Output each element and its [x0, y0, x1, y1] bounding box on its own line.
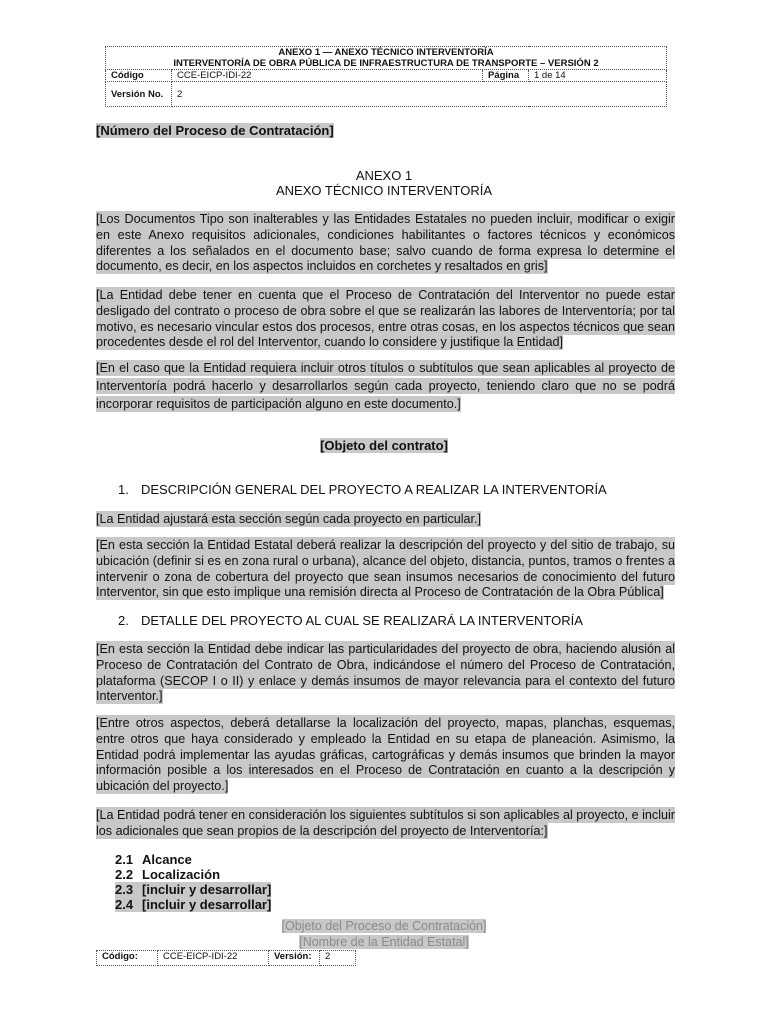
header-title: [106, 47, 667, 70]
paragraph-4-text: [La Entidad ajustará esta sección según cada proyecto en particular.]: [96, 512, 482, 526]
footer-entity-line: [0, 935, 768, 949]
subitem-number: 2.1: [115, 852, 134, 867]
process-number-text: [Número del Proceso de Contratación]: [96, 123, 334, 138]
annex-title: ANEXO 1: [355, 168, 413, 183]
paragraph-6: [96, 642, 675, 705]
subitem-2-2: [115, 867, 220, 882]
footer-code-label: Código:: [97, 951, 158, 966]
footer-table: [96, 950, 356, 966]
subitem-2-3: [115, 882, 271, 897]
header-page-label: Página: [483, 70, 529, 82]
paragraph-7: [96, 716, 675, 795]
paragraph-6-text: [En esta sección la Entidad debe indicar las particularidades del proyecto de obra, haciendo alusión al Proceso de Contratación del Contrato de Obra, indicándose el número del Proceso de Contratación, plataforma (SECOP I o II) y enlace y demás insumos de mayor relevancia para el contexto del futuro Interventor.]: [96, 642, 675, 704]
paragraph-2: [96, 288, 675, 351]
section-heading-1: [118, 482, 607, 497]
subitem-text: Alcance: [142, 852, 192, 867]
paragraph-7-text: [Entre otros aspectos, deberá detallarse la localización del proyecto, mapas, planchas, esquemas, entre otros que haya considerado y empleado la Entidad en su etapa de planeación. Asimismo, la Entidad podrá implementar las ayudas gráficas, cartográficas y demás insumos que brinden la mayor información posible a los interesados en el Proceso de Contratación en cuanto a la descripción y ubicación del proyecto.]: [96, 716, 675, 794]
header-page-value: 1 de 14: [529, 70, 667, 82]
header-table: [105, 46, 667, 107]
header-code-label: Código: [106, 70, 172, 82]
paragraph-1-text: [Los Documentos Tipo son inalterables y las Entidades Estatales no pueden incluir, modificar o exigir en este Anexo requisitos adicionales, condiciones habilitantes o factores técnicos y económicos diferentes a los señalados en el documento base; salvo cuando de forma expresa lo determine el documento, es decir, en los aspectos incluidos en corchetes y resaltados en gris]: [96, 212, 675, 274]
subitem-number: 2.4: [115, 897, 142, 912]
subitem-text: [incluir y desarrollar]: [142, 882, 272, 897]
footer-version-value: 2: [320, 951, 356, 966]
header-title-line2: INTERVENTORÍA DE OBRA PÚBLICA DE INFRAESTRUCTURA DE TRANSPORTE – VERSIÓN 2: [173, 58, 599, 69]
subitem-number: 2.3: [115, 882, 142, 897]
paragraph-5: [96, 538, 675, 601]
footer-code-value: CCE-EICP-IDI-22: [158, 951, 269, 966]
footer-object-line: [0, 919, 768, 933]
paragraph-8-text: [La Entidad podrá tener en consideración los siguientes subtítulos si son aplicables al proyecto, e incluir los adicionales que sean propios de la descripción del proyecto de Interventoría:]: [96, 808, 675, 838]
subitem-2-1: [115, 852, 192, 867]
header-code-value: CCE-EICP-IDI-22: [172, 70, 483, 82]
subitem-number: 2.2: [115, 867, 134, 882]
section-heading-1-text: DESCRIPCIÓN GENERAL DEL PROYECTO A REALIZAR LA INTERVENTORÍA: [141, 482, 607, 497]
footer-object-text: [Objeto del Proceso de Contratación]: [281, 919, 487, 933]
paragraph-2-text: [La Entidad debe tener en cuenta que el Proceso de Contratación del Interventor no puede estar desligado del contrato o proceso de obra sobre el que se realizarán las labores de Interventoría; por tal motivo, es necesario vincular estos dos procesos, entre otras cosas, en los aspectos técnicos que sean procedentes desde el rol del Interventor, cuando lo considere y justifique la Entidad]: [96, 288, 675, 350]
paragraph-3-text: [En el caso que la Entidad requiera incluir otros títulos o subtítulos que sean aplicables al proyecto de Interventoría podrá hacerlo y desarrollarlos según cada proyecto, teniendo claro que no se podrá incorporar requisitos de participación alguno en este documento.]: [96, 361, 675, 411]
annex-subtitle: ANEXO TÉCNICO INTERVENTORÍA: [276, 183, 492, 198]
section-heading-1-number: 1.: [118, 482, 129, 497]
section-heading-2-text: DETALLE DEL PROYECTO AL CUAL SE REALIZARÁ LA INTERVENTORÍA: [141, 613, 583, 628]
paragraph-1: [96, 212, 675, 275]
subitem-text: [incluir y desarrollar]: [142, 897, 272, 912]
paragraph-5-text: [En esta sección la Entidad Estatal deberá realizar la descripción del proyecto y del sitio de trabajo, su ubicación (definir si es en zona rural o urbana), alcance del objeto, distancia, puntos, tramos o frentes a intervenir o zona de cobertura del proyecto que sean insumos necesarios de conocimiento del futuro Interventor, sin que esto implique una remisión directa al Proceso de Contratación de la Obra Pública]: [96, 538, 675, 600]
paragraph-3: [96, 359, 675, 413]
footer-entity-text: [Nombre de la Entidad Estatal]: [299, 935, 469, 949]
footer-version-label: Versión:: [269, 951, 320, 966]
header-version-label: Versión No.: [106, 82, 172, 107]
section-heading-2-number: 2.: [118, 613, 129, 628]
subitem-text: Localización: [142, 867, 221, 882]
paragraph-4: [96, 512, 675, 528]
contract-object-text: [Objeto del contrato]: [320, 438, 448, 453]
header-version-value: 2: [172, 82, 667, 107]
paragraph-8: [96, 808, 675, 840]
process-number: [96, 123, 334, 138]
header-title-line1: ANEXO 1 — ANEXO TÉCNICO INTERVENTORÍA: [278, 47, 494, 58]
contract-object: [0, 438, 768, 453]
section-heading-2: [118, 613, 583, 628]
subitem-2-4: [115, 897, 271, 912]
